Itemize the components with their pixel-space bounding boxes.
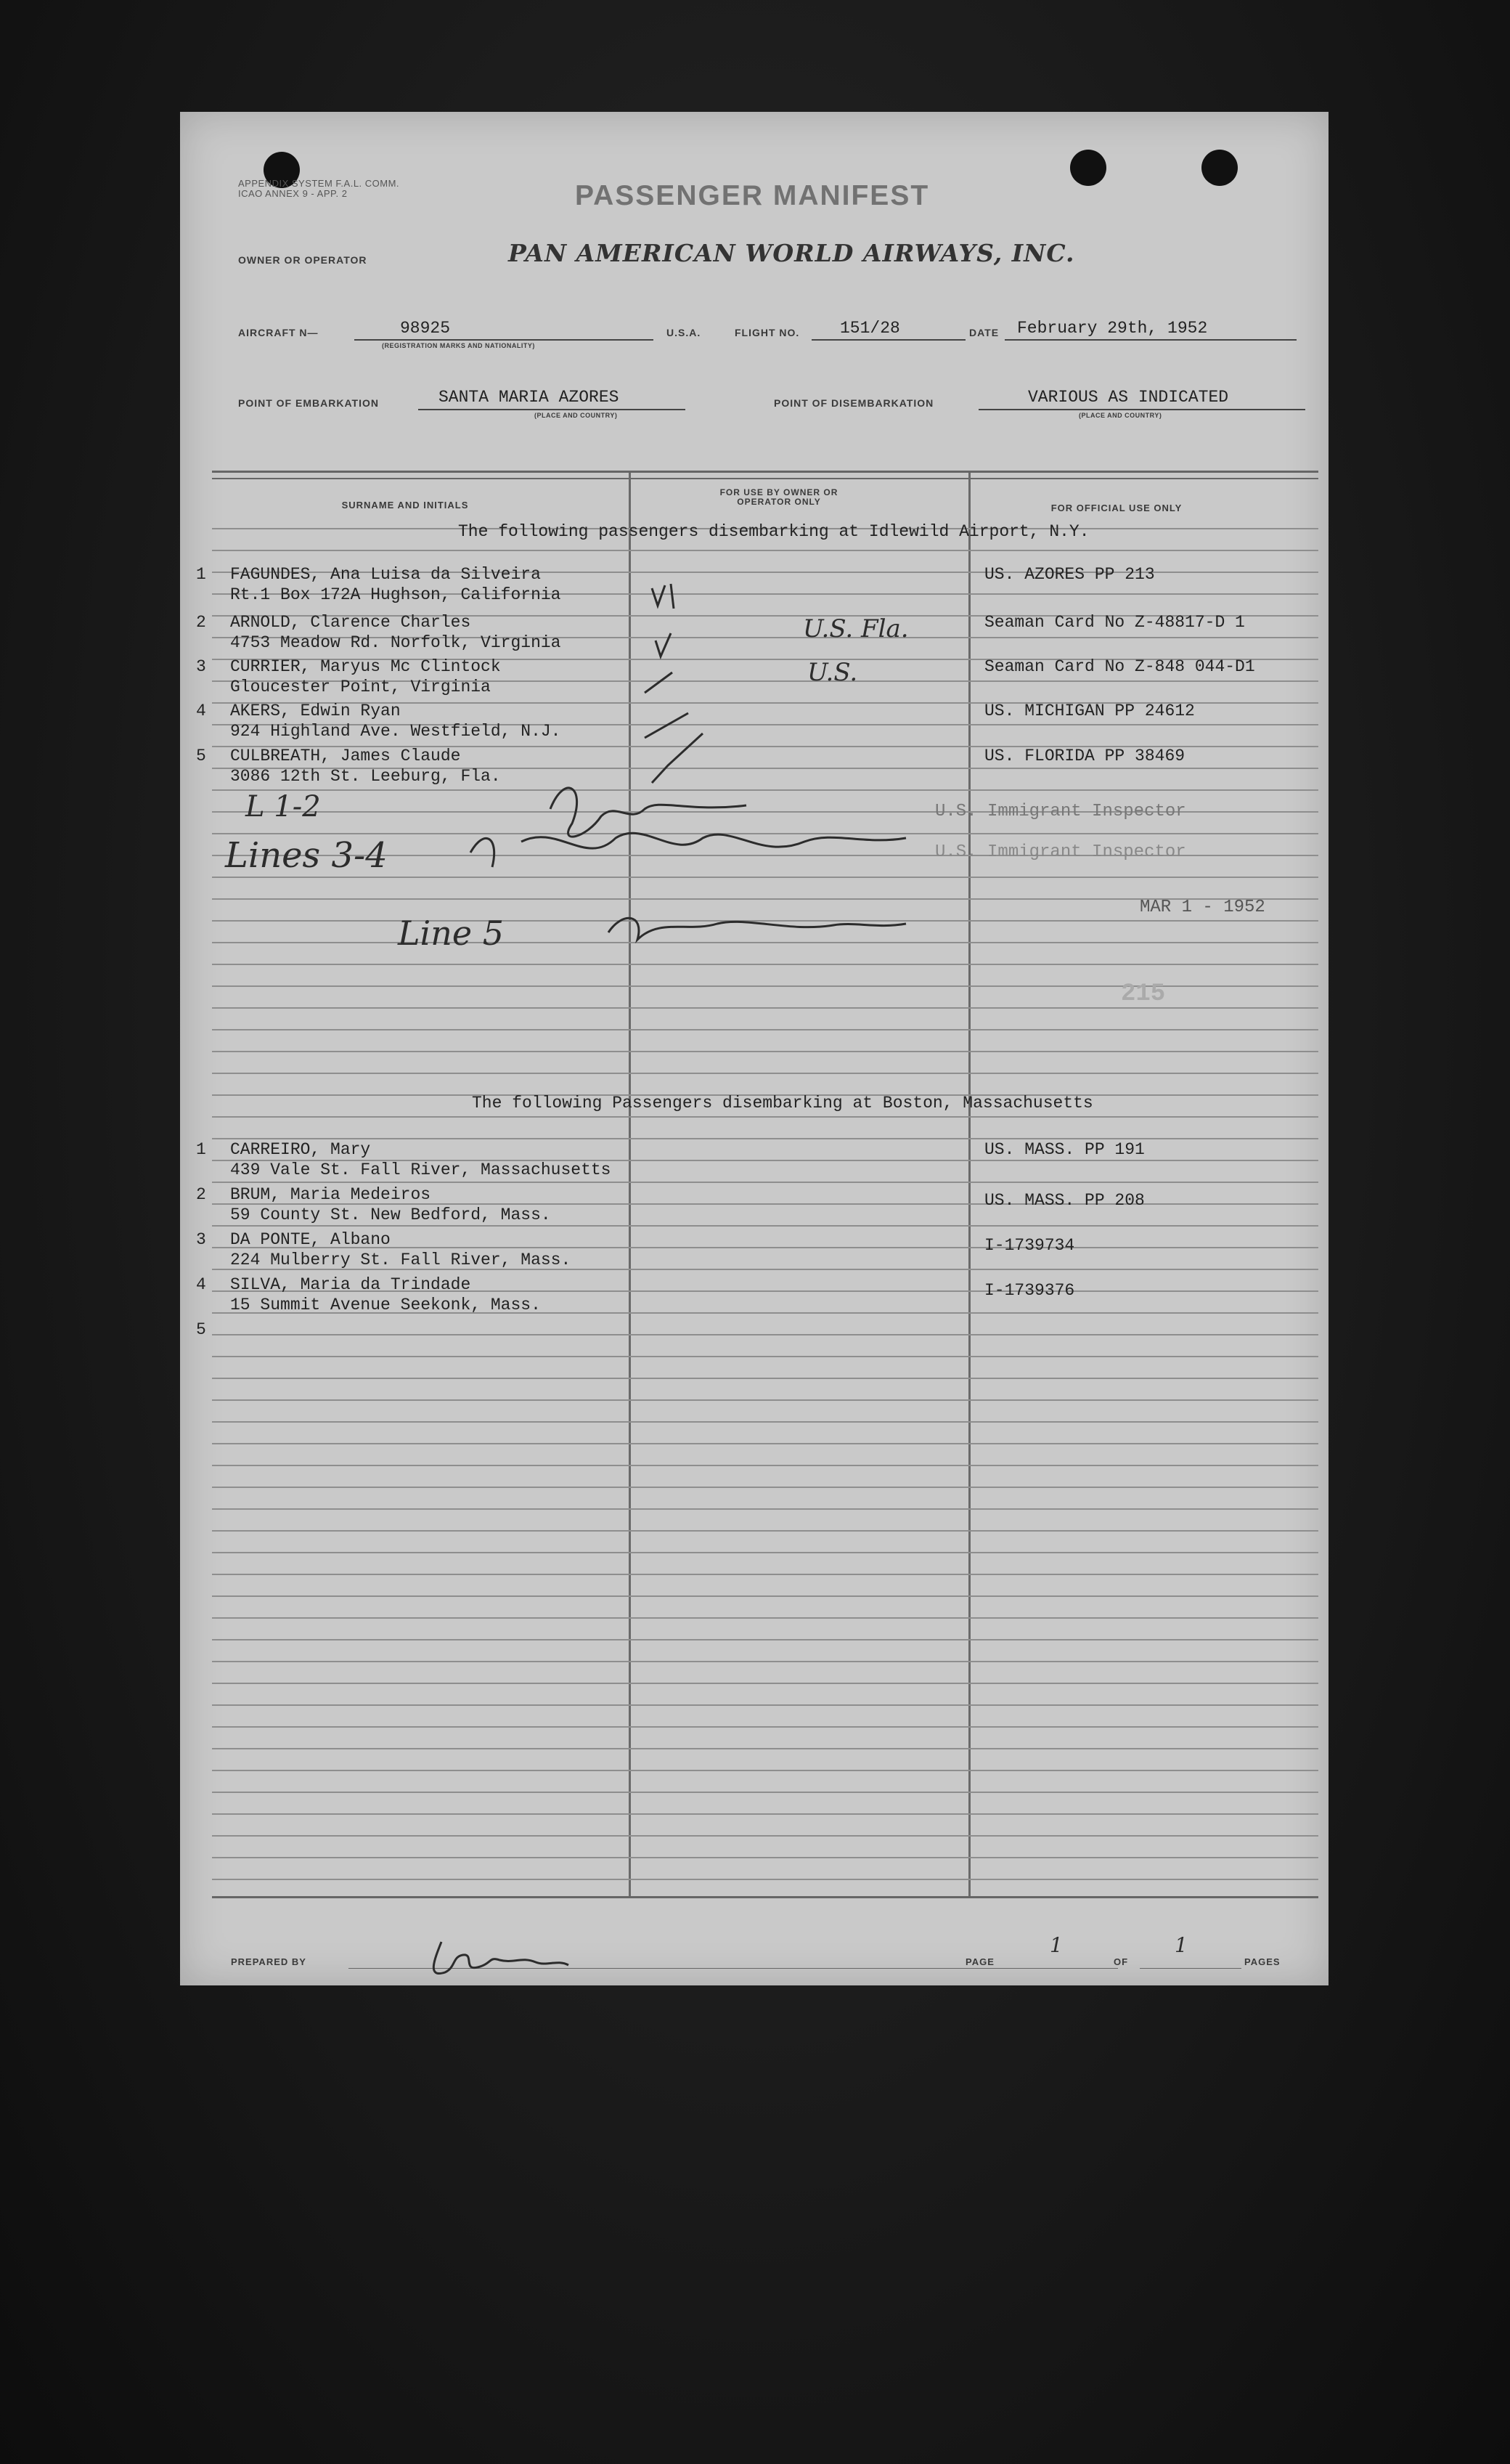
page-number: 1 xyxy=(1050,1933,1063,1957)
passenger-address: 3086 12th St. Leeburg, Fla. xyxy=(230,767,501,786)
row-number: 3 xyxy=(196,657,206,676)
page-label: PAGE xyxy=(966,1956,995,1967)
ruled-line xyxy=(212,1051,1318,1052)
passenger-name: FAGUNDES, Ana Luisa da Silveira xyxy=(230,565,541,584)
immigration-stamp: U.S. Immigrant Inspector xyxy=(935,802,1186,821)
official-entry: I-1739734 xyxy=(984,1236,1075,1255)
embark-label: POINT OF EMBARKATION xyxy=(238,397,379,409)
immigration-stamp: U.S. Immigrant Inspector xyxy=(935,842,1186,862)
ruled-line xyxy=(212,1465,1318,1466)
passenger-address: 924 Highland Ave. Westfield, N.J. xyxy=(230,722,561,741)
ruled-line xyxy=(212,1792,1318,1793)
row-number: 4 xyxy=(196,702,206,720)
ruled-line xyxy=(212,1683,1318,1684)
passenger-address: 15 Summit Avenue Seekonk, Mass. xyxy=(230,1296,541,1314)
flight-date: February 29th, 1952 xyxy=(1017,319,1208,338)
total-pages: 1 xyxy=(1175,1933,1188,1957)
ruled-line xyxy=(212,1073,1318,1074)
ruled-line xyxy=(212,1399,1318,1401)
page-underline xyxy=(1140,1968,1241,1969)
aircraft-sublabel: (REGISTRATION MARKS AND NATIONALITY) xyxy=(382,342,535,349)
page-stamp: 215 xyxy=(1121,980,1166,1008)
row-number: 5 xyxy=(196,747,206,765)
ruled-line xyxy=(212,1356,1318,1357)
passenger-name: AKERS, Edwin Ryan xyxy=(230,702,401,720)
date-label: DATE xyxy=(969,327,1000,338)
ruled-line xyxy=(212,1029,1318,1030)
passenger-name: CULBREATH, James Claude xyxy=(230,747,461,765)
ruled-line xyxy=(212,1508,1318,1510)
row-number: 5 xyxy=(196,1320,206,1339)
passenger-name: CURRIER, Maryus Mc Clintock xyxy=(230,657,501,676)
form-title: PASSENGER MANIFEST xyxy=(575,180,930,211)
ruled-line xyxy=(212,1770,1318,1771)
passenger-name: DA PONTE, Albano xyxy=(230,1230,391,1249)
manifest-sheet xyxy=(180,112,1329,1985)
column-header-official-use: FOR OFFICIAL USE ONLY xyxy=(1050,503,1183,513)
operator-name: PAN AMERICAN WORLD AIRWAYS, INC. xyxy=(508,239,1075,267)
official-entry: I-1739376 xyxy=(984,1281,1075,1300)
ruled-line xyxy=(212,1704,1318,1706)
owner-label: OWNER OR OPERATOR xyxy=(238,254,367,266)
column-header-surname: SURNAME AND INITIALS xyxy=(341,500,469,511)
handwritten-line-ref: L 1-2 xyxy=(245,790,321,824)
passenger-name: ARNOLD, Clarence Charles xyxy=(230,613,471,632)
passenger-address: 439 Vale St. Fall River, Massachusetts xyxy=(230,1160,611,1179)
ruled-line xyxy=(212,1182,1318,1183)
of-label: OF xyxy=(1114,1956,1129,1967)
ruled-line xyxy=(212,1443,1318,1444)
ruled-line xyxy=(212,1225,1318,1227)
ruled-line xyxy=(212,1487,1318,1488)
ruled-line xyxy=(212,1116,1318,1118)
passenger-address: 4753 Meadow Rd. Norfolk, Virginia xyxy=(230,633,561,652)
passenger-name: CARREIRO, Mary xyxy=(230,1140,371,1159)
passenger-address: 224 Mulberry St. Fall River, Mass. xyxy=(230,1251,571,1269)
ruled-line xyxy=(212,1378,1318,1379)
ruled-line xyxy=(212,1334,1318,1335)
passenger-address: Gloucester Point, Virginia xyxy=(230,678,491,696)
owner-mark: U.S. Fla. xyxy=(803,614,909,643)
row-number: 3 xyxy=(196,1230,206,1249)
ruled-line xyxy=(212,1530,1318,1532)
date-stamp: MAR 1 - 1952 xyxy=(1140,898,1265,917)
passenger-address: 59 County St. New Bedford, Mass. xyxy=(230,1205,551,1224)
owner-mark: U.S. xyxy=(807,658,858,687)
official-entry: US. MASS. PP 208 xyxy=(984,1191,1145,1210)
ruled-line xyxy=(212,1552,1318,1553)
table-bottom-rule xyxy=(212,1896,1318,1898)
flight-number: 151/28 xyxy=(840,319,900,338)
row-number: 1 xyxy=(196,1140,206,1159)
section2-heading: The following Passengers disembarking at Boston, Massachusetts xyxy=(472,1094,1093,1113)
ruled-line xyxy=(212,1617,1318,1619)
preparer-signature xyxy=(412,1927,630,1985)
prepared-by-label: PREPARED BY xyxy=(231,1956,306,1967)
flight-label: FLIGHT NO. xyxy=(735,327,800,338)
ruled-line xyxy=(212,1138,1318,1139)
row-number: 4 xyxy=(196,1275,206,1294)
ruled-line xyxy=(212,1639,1318,1640)
section1-heading: The following passengers disembarking at Idlewild Airport, N.Y. xyxy=(458,522,1090,541)
ruled-line xyxy=(212,1835,1318,1837)
ruled-line xyxy=(212,1857,1318,1858)
ruled-line xyxy=(212,1574,1318,1575)
embark-sublabel: (PLACE AND COUNTRY) xyxy=(534,412,618,419)
form-reference: APPENDIX SYSTEM F.A.L. COMM. ICAO ANNEX 9 - APP. 2 xyxy=(238,178,400,199)
row-number: 1 xyxy=(196,565,206,584)
handwritten-line-ref: Line 5 xyxy=(398,914,504,953)
passenger-name: SILVA, Maria da Trindade xyxy=(230,1275,471,1294)
ruled-line xyxy=(212,1421,1318,1423)
official-entry: Seaman Card No Z-848 044-D1 xyxy=(984,657,1255,676)
official-entry: US. FLORIDA PP 38469 xyxy=(984,747,1185,765)
disembark-label: POINT OF DISEMBARKATION xyxy=(774,397,934,409)
passenger-address: Rt.1 Box 172A Hughson, California xyxy=(230,585,561,604)
official-entry: US. MICHIGAN PP 24612 xyxy=(984,702,1195,720)
row-number: 2 xyxy=(196,1185,206,1204)
official-entry: US. MASS. PP 191 xyxy=(984,1140,1145,1159)
official-entry: US. AZORES PP 213 xyxy=(984,565,1155,584)
ruled-line xyxy=(212,1595,1318,1597)
pages-label: PAGES xyxy=(1244,1956,1281,1967)
column-header-owner-use: FOR USE BY OWNER OR OPERATOR ONLY xyxy=(719,487,838,507)
embark-point: SANTA MARIA AZORES xyxy=(438,388,619,407)
passenger-name: BRUM, Maria Medeiros xyxy=(230,1185,431,1204)
ruled-line xyxy=(212,1813,1318,1815)
handwritten-line-ref: Lines 3-4 xyxy=(225,835,388,876)
official-entry: Seaman Card No Z-48817-D 1 xyxy=(984,613,1245,632)
ruled-line xyxy=(212,1661,1318,1662)
ruled-line xyxy=(212,1879,1318,1880)
usa-label: U.S.A. xyxy=(666,327,701,338)
disembark-point: VARIOUS AS INDICATED xyxy=(1028,388,1229,407)
aircraft-number: 98925 xyxy=(400,319,451,338)
row-number: 2 xyxy=(196,613,206,632)
disembark-sublabel: (PLACE AND COUNTRY) xyxy=(1079,412,1162,419)
ruled-line xyxy=(212,1726,1318,1728)
aircraft-label: AIRCRAFT N— xyxy=(238,327,319,338)
ruled-line xyxy=(212,1748,1318,1749)
